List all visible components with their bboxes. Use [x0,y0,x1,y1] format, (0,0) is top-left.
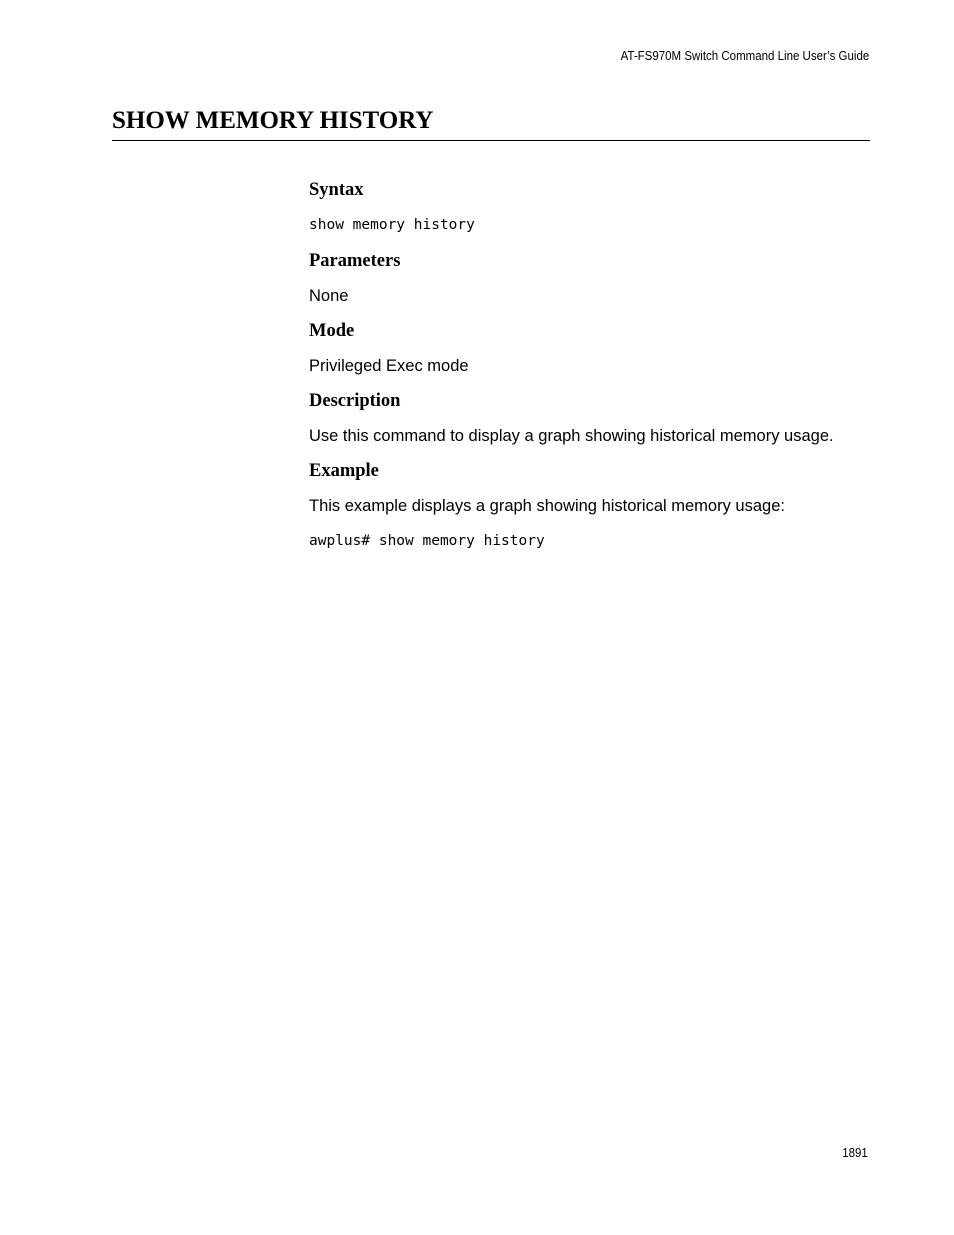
spacer [309,377,869,389]
mode-text: Privileged Exec mode [309,357,469,375]
running-header: AT-FS970M Switch Command Line User’s Guide [620,49,869,63]
page-title: SHOW MEMORY HISTORY [112,107,434,134]
parameters-heading: Parameters [309,251,401,271]
parameters-text: None [309,287,349,305]
spacer [309,413,869,425]
spacer [309,447,869,459]
content [309,178,869,551]
mode-heading: Mode [309,321,355,341]
description-heading: Description [309,391,401,411]
example-code: awplus# show memory history [309,533,545,549]
spacer [309,273,869,285]
spacer [309,483,869,495]
spacer [309,235,869,249]
syntax-heading: Syntax [309,180,364,200]
description-text: Use this command to display a graph showing historical memory usage. [309,427,834,445]
spacer [309,202,869,215]
example-heading: Example [309,461,379,481]
spacer [309,517,869,531]
page-number: 1891 [842,1146,868,1160]
title-rule [112,140,870,141]
syntax-code: show memory history [309,217,475,233]
spacer [309,343,869,355]
example-text: This example displays a graph showing historical memory usage: [309,497,785,515]
spacer [309,307,869,319]
